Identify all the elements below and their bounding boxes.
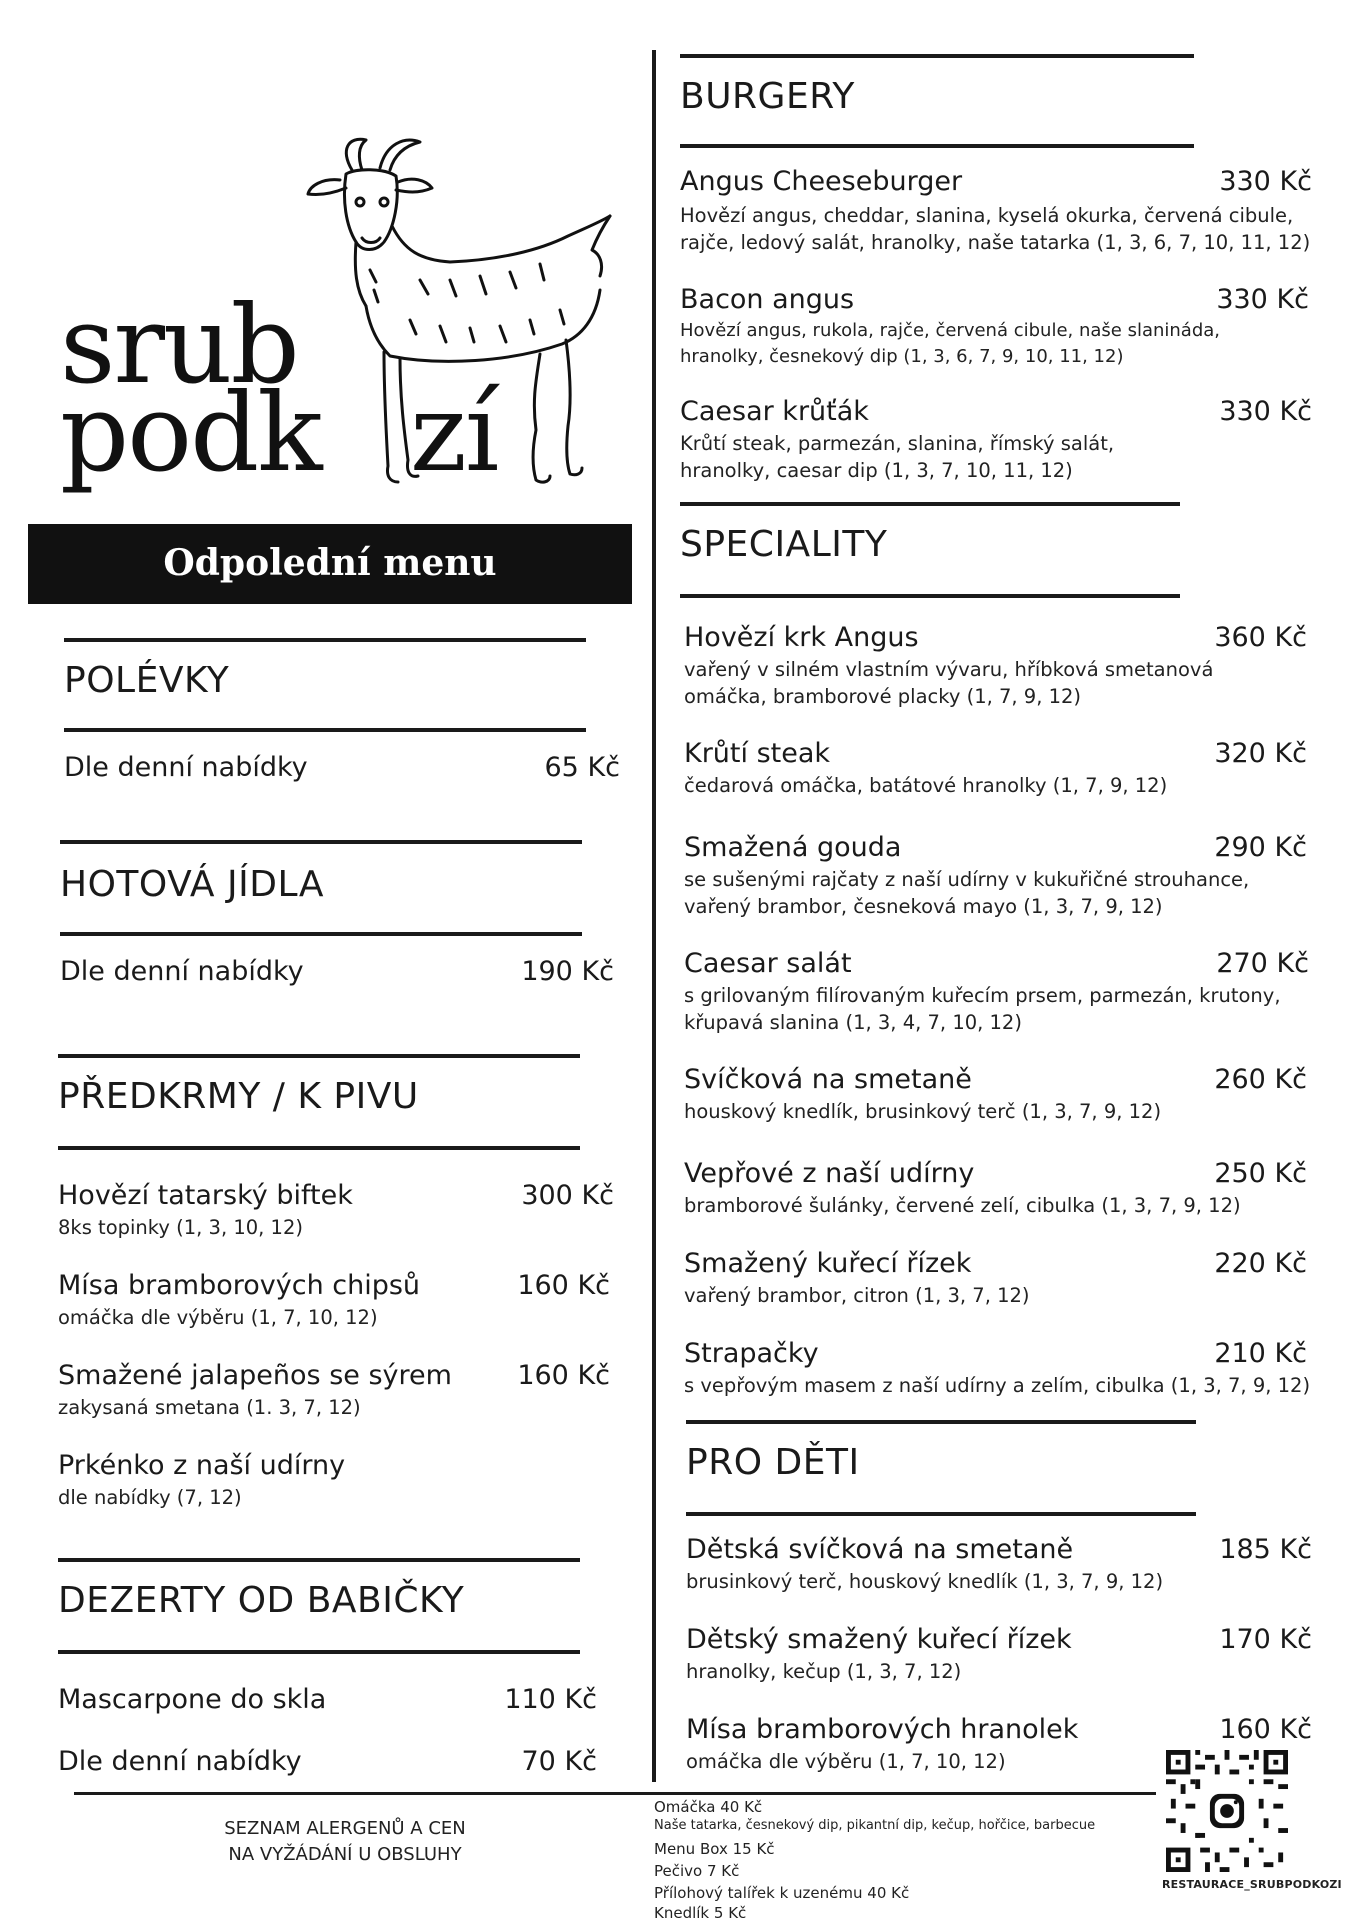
- divider: [58, 1146, 580, 1150]
- item-name: Caesar salát: [684, 948, 852, 979]
- divider: [58, 1558, 580, 1562]
- item-price: 330 Kč: [1219, 396, 1312, 427]
- item-desc: se sušenými rajčaty z naší udírny v kukuřičné strouhance, vařený brambor, česneková mayo (1, 3, 7, 9, 12): [684, 868, 1250, 918]
- logo-word-srub: srub: [60, 283, 298, 408]
- extras-item: Knedlík 5 Kč: [654, 1904, 747, 1922]
- item-price: 260 Kč: [1214, 1064, 1307, 1095]
- item-price: 110 Kč: [504, 1684, 597, 1715]
- divider: [680, 502, 1180, 506]
- item-name: Smažený kuřecí řízek: [684, 1248, 972, 1279]
- item-price: 250 Kč: [1214, 1158, 1307, 1189]
- item-desc: omáčka dle výběru (1, 7, 10, 12): [686, 1750, 1006, 1773]
- item-name: Mascarpone do skla: [58, 1684, 327, 1715]
- item-price: 330 Kč: [1216, 284, 1309, 315]
- divider: [58, 1650, 580, 1654]
- item-price: 300 Kč: [521, 1180, 614, 1211]
- divider: [686, 1420, 1196, 1424]
- item-desc: dle nabídky (7, 12): [58, 1486, 242, 1509]
- extras-item: Omáčka 40 Kč: [654, 1798, 763, 1816]
- item-price: 190 Kč: [521, 956, 614, 987]
- menu-banner-title: Odpolední menu: [163, 542, 497, 584]
- extras-item: Pečivo 7 Kč: [654, 1862, 740, 1880]
- item-price: 160 Kč: [517, 1270, 610, 1301]
- divider: [686, 1512, 1196, 1516]
- extras-item: Menu Box 15 Kč: [654, 1840, 775, 1858]
- item-price: 160 Kč: [1219, 1714, 1312, 1745]
- item-price: 360 Kč: [1214, 622, 1307, 653]
- item-name: Smažená gouda: [684, 832, 902, 863]
- item-price: 185 Kč: [1219, 1534, 1312, 1565]
- item-desc: 8ks topinky (1, 3, 10, 12): [58, 1216, 303, 1239]
- item-desc: Hovězí angus, rukola, rajče, červená cibule, naše slanináda, hranolky, česnekový dip (1, 3, 6, 7, 9, 10, 11, 12): [680, 320, 1221, 367]
- item-price: 270 Kč: [1216, 948, 1309, 979]
- logo-word-podk: podk: [60, 371, 321, 496]
- item-price: 320 Kč: [1214, 738, 1307, 769]
- item-desc: zakysaná smetana (1. 3, 7, 12): [58, 1396, 361, 1419]
- goat-illustration: [300, 130, 640, 510]
- item-name: Mísa bramborových hranolek: [686, 1714, 1079, 1745]
- item-price: 160 Kč: [517, 1360, 610, 1391]
- item-name: Mísa bramborových chipsů: [58, 1270, 421, 1301]
- section-title: PŘEDKRMY / K PIVU: [58, 1076, 419, 1117]
- item-desc: bramborové šulánky, červené zelí, cibulka (1, 3, 7, 9, 12): [684, 1194, 1241, 1217]
- extras-item: Naše tatarka, česnekový dip, pikantní dip, kečup, hořčice, barbecue: [654, 1818, 1096, 1833]
- item-desc: houskový knedlík, brusinkový terč (1, 3, 7, 9, 12): [684, 1100, 1162, 1123]
- item-name: Prkénko z naší udírny: [58, 1450, 346, 1481]
- divider: [680, 54, 1194, 58]
- item-name: Vepřové z naší udírny: [684, 1158, 975, 1189]
- menu-banner: [28, 524, 632, 604]
- section-title: DEZERTY OD BABIČKY: [58, 1580, 465, 1621]
- column-divider: [652, 50, 656, 1782]
- item-desc: s grilovaným filírovaným kuřecím prsem, parmezán, krutony, křupavá slanina (1, 3, 4, 7, 10, 12): [684, 984, 1281, 1034]
- item-price: 290 Kč: [1214, 832, 1307, 863]
- item-desc: vařený brambor, citron (1, 3, 7, 12): [684, 1284, 1030, 1307]
- logo-word-zi: zí: [410, 371, 498, 496]
- item-name: Dle denní nabídky: [60, 956, 304, 987]
- divider: [64, 728, 586, 732]
- item-name: Caesar krůťák: [680, 396, 869, 427]
- section-title: BURGERY: [680, 76, 855, 117]
- item-price: 330 Kč: [1219, 166, 1312, 197]
- divider: [680, 594, 1180, 598]
- item-name: Strapačky: [684, 1338, 819, 1369]
- item-desc: vařený v silném vlastním vývaru, hříbková smetanová omáčka, bramborové placky (1, 7, 9, 12): [684, 658, 1214, 708]
- extras-item: Přílohový talířek k uzenému 40 Kč: [654, 1884, 910, 1902]
- item-name: Smažené jalapeños se sýrem: [58, 1360, 452, 1391]
- item-name: Bacon angus: [680, 284, 855, 315]
- item-name: Svíčková na smetaně: [684, 1064, 972, 1095]
- allergens-note-line2: NA VYŽÁDÁNÍ U OBSLUHY: [228, 1844, 462, 1865]
- item-name: Dětský smažený kuřecí řízek: [686, 1624, 1072, 1655]
- item-price: 220 Kč: [1214, 1248, 1307, 1279]
- qr-code-icon[interactable]: [1166, 1750, 1288, 1872]
- section-title: PRO DĚTI: [686, 1442, 860, 1483]
- item-price: 65 Kč: [544, 752, 620, 783]
- item-desc: Hovězí angus, cheddar, slanina, kyselá okurka, červená cibule, rajče, ledový salát, hranolky, naše tatarka (1, 3, 6, 7, 10, 11, 12): [680, 204, 1311, 254]
- divider: [60, 932, 582, 936]
- item-name: Angus Cheeseburger: [680, 166, 963, 197]
- section-title: HOTOVÁ JÍDLA: [60, 864, 324, 905]
- divider: [680, 144, 1194, 148]
- item-desc: Krůtí steak, parmezán, slanina, římský salát, hranolky, caesar dip (1, 3, 7, 10, 11, 12): [680, 432, 1115, 482]
- item-name: Hovězí tatarský biftek: [58, 1180, 353, 1211]
- item-name: Hovězí krk Angus: [684, 622, 919, 653]
- item-desc: čedarová omáčka, batátové hranolky (1, 7, 9, 12): [684, 774, 1168, 797]
- allergens-note: [190, 1816, 500, 1868]
- item-desc: hranolky, kečup (1, 3, 7, 12): [686, 1660, 962, 1683]
- divider: [64, 638, 586, 642]
- item-desc: omáčka dle výběru (1, 7, 10, 12): [58, 1306, 378, 1329]
- item-price: 70 Kč: [521, 1746, 597, 1777]
- footer-divider: [74, 1792, 1156, 1795]
- item-name: Dle denní nabídky: [64, 752, 308, 783]
- instagram-handle: RESTAURACE_SRUBPODKOZI: [1162, 1878, 1342, 1891]
- item-name: Dětská svíčková na smetaně: [686, 1534, 1074, 1565]
- item-desc: s vepřovým masem z naší udírny a zelím, cibulka (1, 3, 7, 9, 12): [684, 1374, 1311, 1397]
- allergens-note-line1: SEZNAM ALERGENŮ A CEN: [224, 1818, 466, 1839]
- section-title: SPECIALITY: [680, 524, 888, 565]
- item-desc: brusinkový terč, houskový knedlík (1, 3, 7, 9, 12): [686, 1570, 1164, 1593]
- item-name: Dle denní nabídky: [58, 1746, 302, 1777]
- item-price: 170 Kč: [1219, 1624, 1312, 1655]
- item-price: 210 Kč: [1214, 1338, 1307, 1369]
- section-title: POLÉVKY: [64, 660, 230, 701]
- divider: [58, 1054, 580, 1058]
- divider: [60, 840, 582, 844]
- item-name: Krůtí steak: [684, 738, 831, 769]
